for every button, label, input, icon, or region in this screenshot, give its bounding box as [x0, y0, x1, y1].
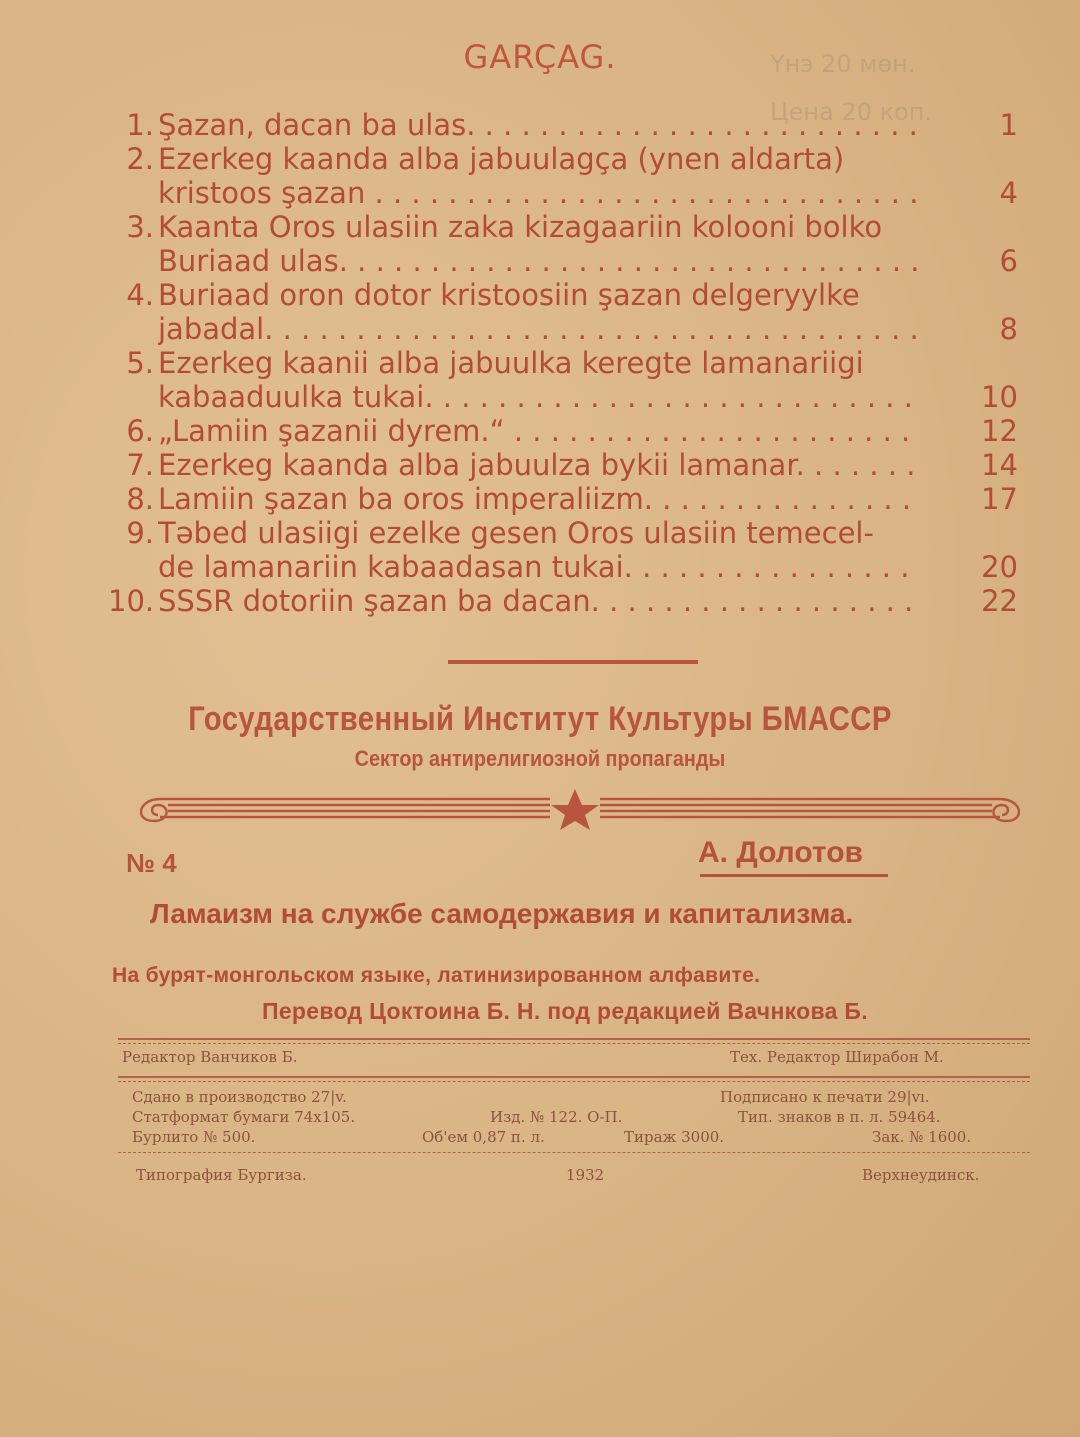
institute-sector: Сектор антирелигиозной пропаганды — [354, 746, 726, 771]
toc-entry-label: Kaanta Oros ulasiin zaka kizagaariin kolooni bolko — [158, 210, 883, 244]
toc-entry-label: jabadal. — [158, 312, 274, 346]
toc-entry-label: kristoos şazan — [158, 176, 366, 210]
toc-entry-page: 17 — [981, 482, 1018, 516]
imprint-rule — [118, 1081, 1030, 1082]
issue-number: № 4 — [126, 848, 177, 878]
toc-entry-label: Ezerkeg kaanda alba jabuulza bykii lamanar. — [158, 448, 805, 482]
toc-leader-dots — [365, 176, 918, 210]
imprint-city: Верхнеудинск. — [862, 1166, 980, 1184]
toc-leader-dots — [805, 448, 918, 482]
toc-entry-label: kabaaduulka tukai. — [158, 380, 434, 414]
imprint-rule — [118, 1152, 1030, 1153]
imprint-printer: Типография Бургиза. — [136, 1166, 307, 1184]
imprint-production: Сдано в производство 27|v. — [132, 1088, 347, 1106]
imprint-rule — [118, 1038, 1030, 1040]
toc-entry-number: 2. — [126, 142, 154, 176]
toc-entry-label: Ezerkeg kaanda alba jabuulagça (ynen aldarta) — [158, 142, 845, 176]
toc-entry-page: 1 — [999, 108, 1018, 142]
toc-leader-dots — [434, 380, 918, 414]
toc-entry-text — [158, 584, 918, 618]
imprint-chars: Тип. знаков в п. л. 59464. — [738, 1108, 941, 1126]
imprint-volume: Об'ем 0,87 п. л. — [422, 1128, 545, 1146]
price-stamp-line: Үнэ 20 мөн. — [770, 50, 916, 78]
toc-entry-text — [158, 142, 948, 176]
author-name: А. Долотов — [698, 836, 863, 869]
toc-entry-label: SSSR dotoriin şazan ba dacan. — [158, 584, 600, 618]
toc-entry-continuation — [108, 380, 1028, 414]
toc-leader-dots — [475, 108, 918, 142]
toc-entry-page: 4 — [999, 176, 1018, 210]
toc-entry-label: Buriaad ulas. — [158, 244, 348, 278]
author-underline — [700, 874, 888, 877]
star-icon — [551, 789, 599, 830]
toc-entry-continuation — [108, 244, 1028, 278]
imprint-tech-editor: Тех. Редактор Ширабон М. — [730, 1048, 944, 1066]
book-title: Ламаизм на службе самодержавия и капитализма. — [150, 898, 854, 929]
toc-entry-text — [158, 312, 918, 346]
toc-entry — [108, 210, 1028, 244]
toc-entry — [108, 584, 1028, 618]
toc-leader-dots — [273, 312, 918, 346]
imprint-circulation: Тираж 3000. — [624, 1128, 725, 1146]
toc-entry-number: 9. — [126, 516, 154, 550]
institute-name: Государственный Институт Культуры БМАССР — [188, 700, 892, 738]
toc-entry-text — [158, 414, 918, 448]
toc-entry-number: 6. — [126, 414, 154, 448]
toc-entry-label: Buriaad oron dotor kristoosiin şazan delgeryylke — [158, 278, 860, 312]
imprint-rule — [118, 1043, 1030, 1044]
toc-entry-page: 12 — [981, 414, 1018, 448]
toc-entry-number: 5. — [126, 346, 154, 380]
toc-entry-continuation — [108, 312, 1028, 346]
toc-leader-dots — [633, 550, 918, 584]
toc-entry-text — [158, 108, 918, 142]
toc-entry-page: 10 — [981, 380, 1018, 414]
toc-leader-dots — [348, 244, 918, 278]
imprint-burlit: Бурлито № 500. — [132, 1128, 256, 1146]
toc-entry-number: 1. — [126, 108, 154, 142]
imprint-rule — [118, 1076, 1030, 1078]
toc-entry-text — [158, 380, 918, 414]
table-of-contents — [108, 108, 1028, 618]
toc-entry — [108, 448, 1028, 482]
toc-entry — [108, 142, 1028, 176]
toc-entry-number: 7. — [126, 448, 154, 482]
toc-leader-dots — [600, 584, 918, 618]
toc-entry-text — [158, 210, 948, 244]
toc-entry-text — [158, 448, 918, 482]
toc-entry-page: 8 — [999, 312, 1018, 346]
imprint-year: 1932 — [566, 1166, 605, 1184]
toc-entry-page: 20 — [981, 550, 1018, 584]
decorative-ornament — [130, 785, 1030, 831]
toc-entry — [108, 516, 1028, 550]
toc-entry-text — [158, 278, 948, 312]
toc-entry-label: Ezerkeg kaanii alba jabuulka keregte lamanariigi — [158, 346, 864, 380]
toc-leader-dots — [653, 482, 918, 516]
toc-entry-page: 22 — [981, 584, 1018, 618]
price-stamp-line: Цена 20 коп. — [770, 98, 933, 126]
toc-entry-text — [158, 482, 918, 516]
toc-entry-label: Şazan, dacan ba ulas. — [158, 108, 476, 142]
toc-entry-text — [158, 346, 948, 380]
toc-entry-page: 14 — [981, 448, 1018, 482]
imprint-editor: Редактор Ванчиков Б. — [122, 1048, 298, 1066]
toc-entry-label: „Lamiin şazanii dyrem.“ — [158, 414, 505, 448]
toc-entry — [108, 346, 1028, 380]
toc-entry-number: 4. — [126, 278, 154, 312]
toc-entry — [108, 482, 1028, 516]
toc-entry — [108, 108, 1028, 142]
toc-entry-text — [158, 550, 918, 584]
language-note: На бурят-монгольском языке, латинизированном алфавите. — [112, 964, 761, 987]
toc-entry-continuation — [108, 176, 1028, 210]
toc-entry-text — [158, 516, 948, 550]
toc-leader-dots — [505, 414, 918, 448]
toc-entry-page: 6 — [999, 244, 1018, 278]
toc-entry-continuation — [108, 550, 1028, 584]
toc-entry-label: de lamanariin kabaadasan tukai. — [158, 550, 633, 584]
toc-entry-label: Lamiin şazan ba oros imperaliizm. — [158, 482, 653, 516]
translation-note: Перевод Цоктоина Б. Н. под редакцией Вачнкова Б. — [262, 998, 868, 1024]
toc-entry-number: 10. — [108, 584, 155, 618]
toc-entry-label: Təbed ulasiigi ezelke gesen Oros ulasiin temecel- — [158, 516, 874, 550]
contents-title: GARÇAG. — [463, 38, 617, 76]
imprint-publication-no: Изд. № 122. О-П. — [490, 1108, 623, 1126]
section-divider — [448, 660, 698, 664]
toc-entry-number: 8. — [126, 482, 154, 516]
imprint-order: Зак. № 1600. — [872, 1128, 972, 1146]
toc-entry — [108, 414, 1028, 448]
toc-entry-number: 3. — [126, 210, 154, 244]
imprint-paper-format: Статформат бумаги 74x105. — [132, 1108, 356, 1126]
toc-entry-text — [158, 244, 918, 278]
toc-entry — [108, 278, 1028, 312]
toc-entry-text — [158, 176, 918, 210]
imprint-signed: Подписано к печати 29|vı. — [720, 1088, 930, 1106]
